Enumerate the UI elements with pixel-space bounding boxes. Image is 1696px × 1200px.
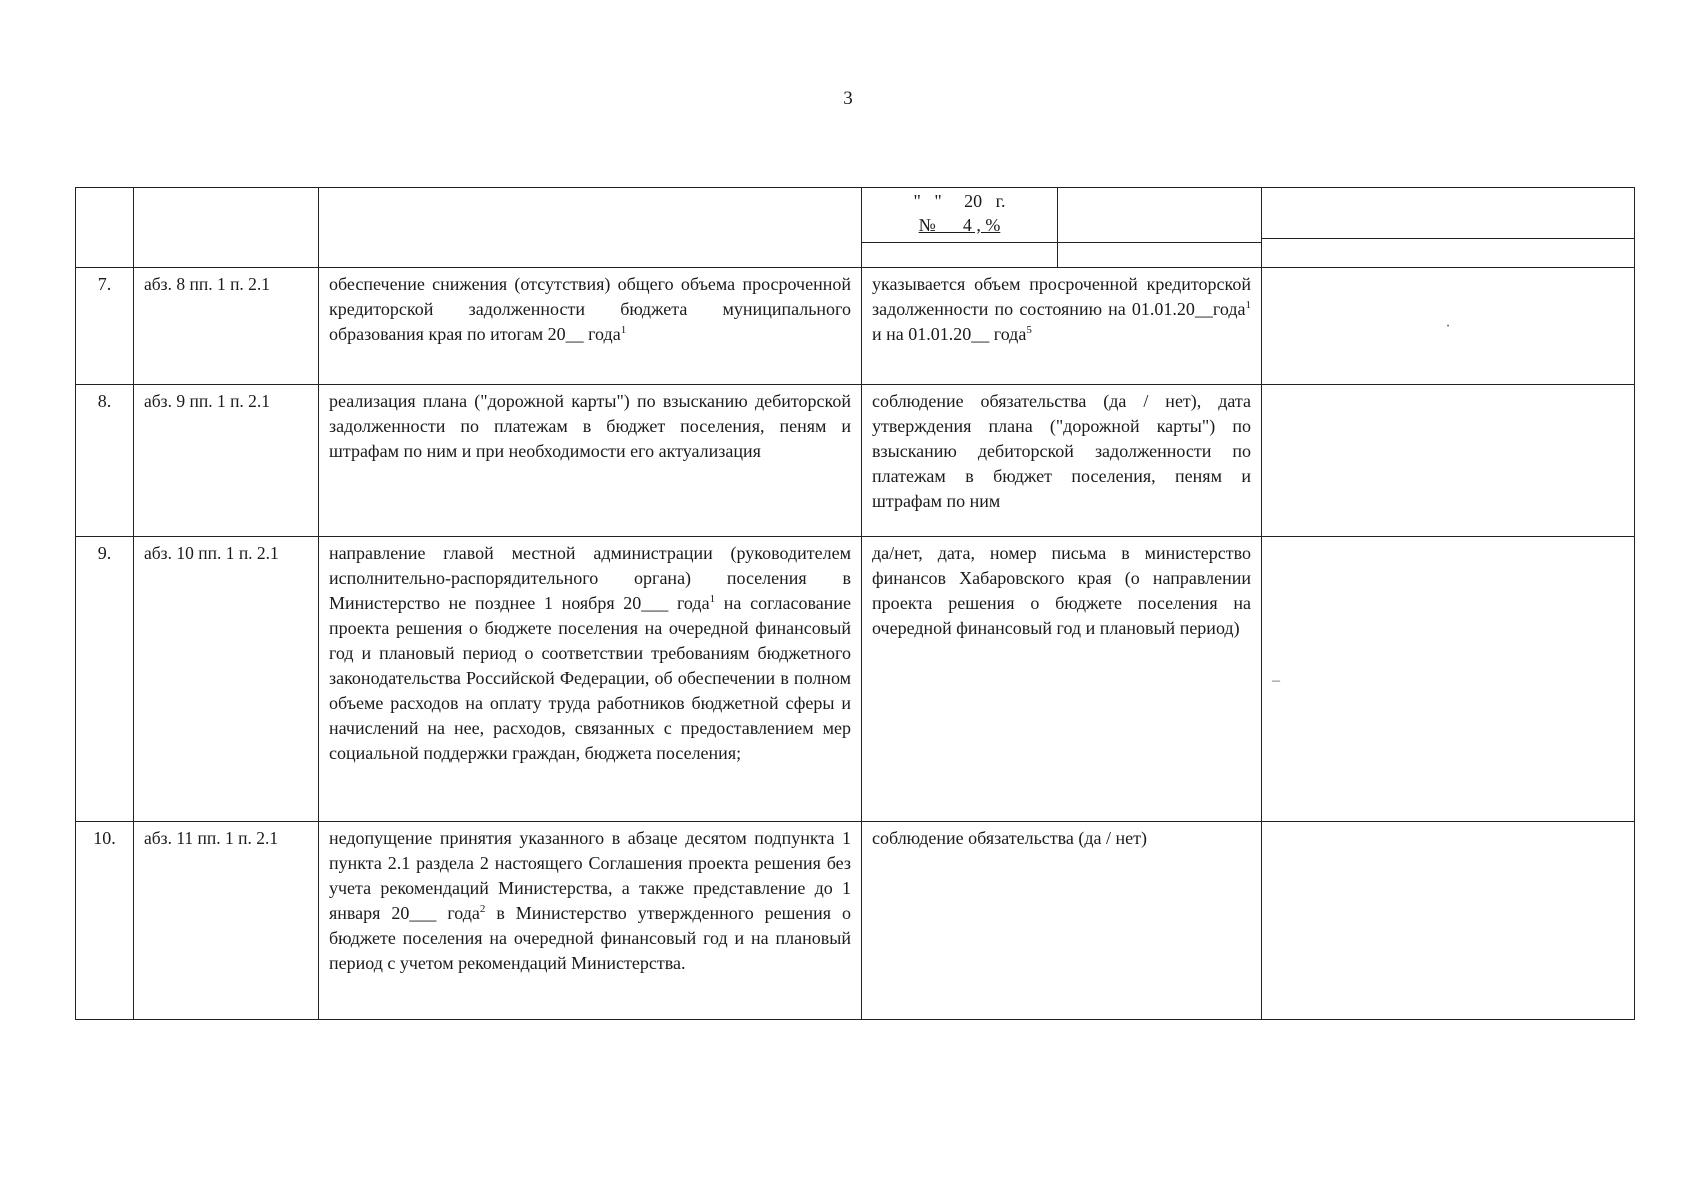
- table-row: [76, 822, 1635, 1020]
- row-obligation: реализация плана ("дорожной карты") по взысканию дебиторской задолженности по платежам в бюджет поселения, пеням и штрафам по ним и при необходимости его актуализация: [319, 385, 862, 537]
- header-cell-num: [76, 188, 134, 268]
- row-value: да/нет, дата, номер письма в министерство финансов Хабаровского края (о направлении проекта решения о бюджете поселения на очередной финансовый год и плановый период): [862, 537, 1262, 822]
- row-number: 9.: [76, 537, 134, 822]
- header-date-line: " " 20 г.: [913, 191, 1006, 211]
- row-last: [1262, 385, 1635, 537]
- header-cell-last: [1262, 188, 1635, 268]
- row-reference: абз. 11 пп. 1 п. 2.1: [134, 822, 319, 1020]
- row-obligation: недопущение принятия указанного в абзаце десятом подпункта 1 пункта 2.1 раздела 2 настоящего Соглашения проекта решения без учета рекомендаций Министерства, а также представление до 1 января 20___ года$^2$ в Министерство утвержденного решения о бюджете поселения на очередной финансовый год и на плановый период с учетом рекомендаций Министерства.: [319, 822, 862, 1020]
- header-cell-ref: [134, 188, 319, 268]
- table-row: [76, 537, 1635, 822]
- row-last: [1262, 822, 1635, 1020]
- table-header-row: [76, 188, 1635, 268]
- row-last: ·: [1262, 268, 1635, 385]
- page-number: 3: [843, 88, 853, 109]
- header-number-line: № 4 , %: [918, 215, 1001, 235]
- row-value: указывается объем просроченной кредиторской задолженности по состоянию на 01.01.20__года$^1$ и на 01.01.20__ года$^5$: [862, 268, 1262, 385]
- row-reference: абз. 9 пп. 1 п. 2.1: [134, 385, 319, 537]
- row-obligation: направление главой местной администрации (руководителем исполнительно-распорядительного органа) поселения в Министерство не позднее 1 ноября 20___ года$^1$ на согласование проекта решения о бюджете поселения на очередной финансовый год и плановый период о соответствии требованиям бюджетного законодательства Российской Федерации, об обеспечении в полном объеме расходов на оплату труда работников бюджетной сферы и начислений на нее, расходов, связанных с предоставлением мер социальной поддержки граждан, бюджета поселения;: [319, 537, 862, 822]
- table-row: [76, 385, 1635, 537]
- header-cell-obligation: [319, 188, 862, 268]
- row-reference: абз. 10 пп. 1 п. 2.1: [134, 537, 319, 822]
- obligations-table: [75, 187, 1635, 1020]
- row-value: соблюдение обязательства (да / нет), дата утверждения плана ("дорожной карты") по взысканию дебиторской задолженности по платежам в бюджет поселения, пеням и штрафам по ним: [862, 385, 1262, 537]
- row-last: –: [1262, 537, 1635, 822]
- row-value: соблюдение обязательства (да / нет): [862, 822, 1262, 1020]
- row-number: 10.: [76, 822, 134, 1020]
- header-cell-value: [862, 188, 1262, 268]
- row-obligation: обеспечение снижения (отсутствия) общего объема просроченной кредиторской задолженности бюджета муниципального образования края по итогам 20__ года$^1$: [319, 268, 862, 385]
- table-row: [76, 268, 1635, 385]
- row-reference: абз. 8 пп. 1 п. 2.1: [134, 268, 319, 385]
- row-number: 8.: [76, 385, 134, 537]
- row-number: 7.: [76, 268, 134, 385]
